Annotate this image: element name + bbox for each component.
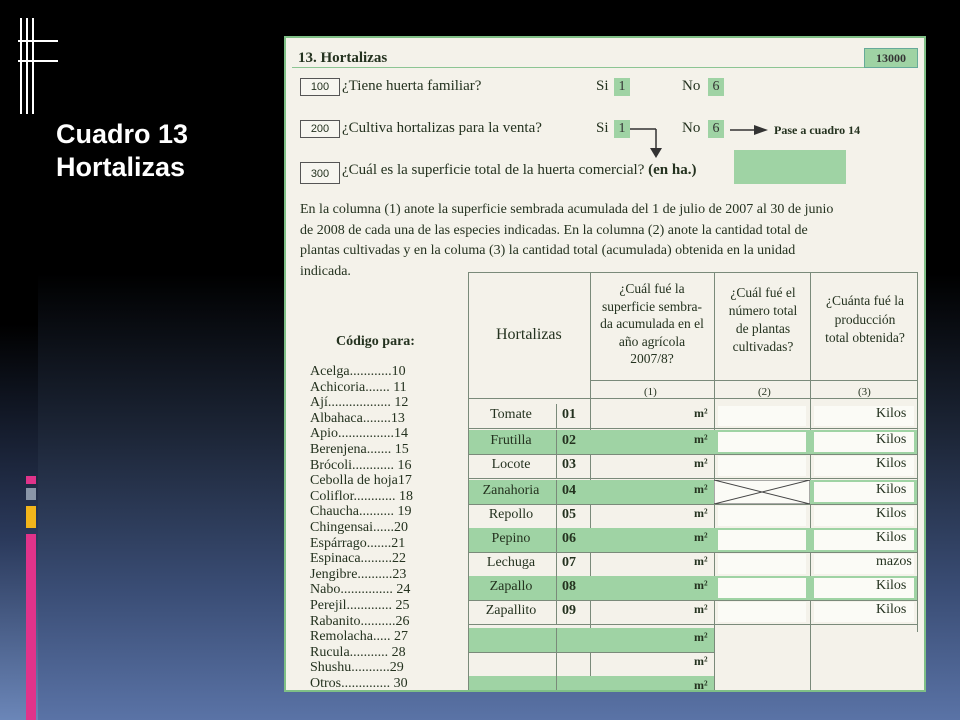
- question-100-no-value[interactable]: 6: [708, 78, 724, 96]
- code-divider: [556, 454, 557, 478]
- code-item: Albahaca........13: [310, 410, 405, 426]
- code-item: Rucula........... 28: [310, 644, 406, 660]
- form-document: [284, 36, 926, 692]
- question-100-text: ¿Tiene huerta familiar?: [342, 78, 482, 94]
- area-unit: m²: [694, 654, 708, 668]
- area-unit: m²: [694, 602, 708, 616]
- question-200-no-label: No: [682, 120, 701, 136]
- column2-input: [718, 530, 806, 550]
- code-item: Chaucha.......... 19: [310, 504, 412, 520]
- crop-name: Repollo: [488, 507, 534, 522]
- code-divider: [556, 652, 557, 676]
- instructions: [300, 200, 920, 282]
- header-col2-question: [716, 284, 810, 356]
- production-unit: Kilos: [876, 530, 907, 545]
- right-arrow-icon: [730, 125, 768, 135]
- table-right-border: [917, 272, 918, 632]
- column2-input: [718, 554, 806, 574]
- row-divider: [468, 624, 918, 625]
- crop-code: 07: [562, 555, 576, 570]
- column2-input: [718, 578, 806, 598]
- code-item: Berenjena....... 15: [310, 441, 409, 457]
- question-100-no-label: No: [682, 78, 701, 94]
- question-300-text-main: ¿Cuál es la superficie total de la huerta comercial?: [342, 162, 645, 178]
- down-arrow-icon: [630, 129, 662, 158]
- crop-name: Zapallo: [489, 579, 533, 594]
- code-divider: [556, 430, 557, 454]
- row-divider: [468, 652, 714, 653]
- slide-title-line1: Cuadro 13: [56, 119, 189, 149]
- code-divider: [556, 676, 557, 692]
- code-item: Espinaca.........22: [310, 551, 407, 567]
- crop-name: Zanahoria: [482, 483, 540, 498]
- code-divider: [556, 404, 557, 428]
- header-col1-number: (1): [644, 386, 657, 398]
- header-line: da acumulada en el: [600, 316, 704, 331]
- table-row-bg: [469, 628, 714, 652]
- table-row-bg: [469, 676, 714, 692]
- code-item: Espárrago.......21: [310, 535, 406, 551]
- code-item: Brócoli............ 16: [310, 457, 412, 473]
- question-300-text-bold: (en ha.): [648, 162, 697, 178]
- row-divider: [468, 478, 918, 479]
- accent-bar-magenta: [26, 476, 36, 484]
- crop-code: 01: [562, 407, 576, 422]
- header-line: producción: [834, 311, 896, 327]
- column2-input: [718, 406, 806, 426]
- crop-code: 09: [562, 603, 576, 618]
- header-line: ¿Cuál fué el: [730, 285, 796, 300]
- production-unit: Kilos: [876, 456, 907, 471]
- code-divider: [556, 504, 557, 528]
- code-divider: [556, 480, 557, 504]
- production-unit: Kilos: [876, 432, 907, 447]
- area-unit: m²: [694, 432, 708, 446]
- header-line: número total: [728, 303, 798, 318]
- code-item: Perejil............. 25: [310, 597, 410, 613]
- area-unit: m²: [694, 506, 708, 520]
- question-200-code: 200: [300, 120, 340, 138]
- crop-code: 02: [562, 433, 576, 448]
- code-item: Remolacha..... 27: [310, 629, 408, 645]
- code-item: Shushu...........29: [310, 660, 404, 676]
- table-top-border: [468, 272, 918, 273]
- crop-code: 06: [562, 531, 576, 546]
- code-item: Jengibre..........23: [310, 566, 407, 582]
- header-line: ¿Cuánta fué la: [826, 293, 904, 308]
- codes-list: [310, 364, 413, 691]
- question-200-si-label: Si: [596, 120, 609, 136]
- area-unit: m²: [694, 456, 708, 470]
- code-divider: [556, 600, 557, 624]
- area-unit: m²: [694, 678, 708, 692]
- header-hortalizas: Hortalizas: [496, 326, 562, 343]
- area-unit: m²: [694, 530, 708, 544]
- accent-bar-gray: [26, 488, 36, 500]
- question-300-text: [342, 162, 696, 179]
- instruction-line-2: de 2008 de cada una de las especies indicadas. En la columna (2) anote la cantidad total de: [300, 222, 808, 238]
- column2-input: [718, 456, 806, 476]
- column2-input: [718, 432, 806, 452]
- accent-bar-yellow: [26, 506, 36, 528]
- question-100-si-label: Si: [596, 78, 609, 94]
- crop-name: Pepino: [491, 531, 531, 546]
- code-item: Otros.............. 30: [310, 675, 408, 691]
- area-unit: m²: [694, 406, 708, 420]
- code-item: Cebolla de hoja17: [310, 473, 412, 489]
- row-divider: [468, 428, 918, 429]
- crop-name: Locote: [491, 457, 531, 472]
- code-item: Ají.................. 12: [310, 395, 409, 411]
- crop-name: Frutilla: [490, 433, 532, 448]
- row-divider: [468, 504, 918, 505]
- slide-title-line2: Hortalizas: [56, 152, 186, 182]
- area-unit: m²: [694, 630, 708, 644]
- code-divider: [556, 528, 557, 552]
- area-unit: m²: [694, 578, 708, 592]
- header-line: 2007/8?: [630, 351, 674, 366]
- area-unit: m²: [694, 554, 708, 568]
- row-divider: [468, 600, 918, 601]
- crops-table: [468, 272, 918, 692]
- header-col2-number: (2): [758, 386, 771, 398]
- skip-instruction: Pase a cuadro 14: [774, 123, 861, 137]
- header-line: de plantas: [735, 321, 791, 336]
- code-item: Chingensai......20: [310, 519, 408, 535]
- header-line: superficie sembra-: [601, 298, 703, 314]
- crop-code: 03: [562, 457, 576, 472]
- question-100-si-value[interactable]: 1: [614, 78, 630, 96]
- production-unit: Kilos: [876, 602, 907, 617]
- production-unit: mazos: [876, 554, 912, 569]
- code-item: Nabo............... 24: [310, 582, 411, 598]
- crop-code: 08: [562, 579, 576, 594]
- column2-input: [718, 506, 806, 526]
- code-item: Coliflor............ 18: [310, 488, 414, 504]
- code-item: Apio................14: [310, 426, 408, 442]
- crop-code: 04: [562, 483, 576, 498]
- question-300-code: 300: [300, 162, 340, 184]
- crossed-out-cell: [714, 480, 810, 504]
- row-divider: [468, 552, 918, 553]
- question-300-answer-box[interactable]: [734, 150, 846, 184]
- question-200-si-value[interactable]: 1: [614, 120, 630, 138]
- code-divider: [556, 576, 557, 600]
- header-line: año agrícola: [618, 333, 686, 349]
- question-200-text: ¿Cultiva hortalizas para la venta?: [342, 120, 542, 136]
- code-item: Rabanito..........26: [310, 613, 410, 629]
- production-unit: Kilos: [876, 406, 907, 421]
- header-line: cultivadas?: [732, 339, 794, 354]
- crop-name: Lechuga: [486, 555, 536, 570]
- instruction-line-1: En la columna (1) anote la superficie sembrada acumulada del 1 de julio de 2007 al 30 de junio: [300, 202, 834, 217]
- code-divider: [556, 628, 557, 652]
- section-title: 13. Hortalizas: [298, 50, 388, 66]
- row-divider: [468, 454, 918, 455]
- production-unit: Kilos: [876, 482, 907, 497]
- section-code: 13000: [876, 51, 906, 65]
- header-col3-question: [812, 292, 918, 348]
- instruction-line-3: plantas cultivadas y en la columa (3) la cantidad total (acumulada) obtenida en la unidad: [300, 243, 796, 258]
- header-line: ¿Cuál fué la: [619, 281, 685, 296]
- header-bottom: [468, 398, 918, 399]
- crop-name: Tomate: [490, 407, 532, 422]
- production-unit: Kilos: [876, 578, 907, 593]
- header-col3-number: (3): [858, 386, 871, 398]
- slide-title: [56, 118, 188, 184]
- section-code-box: [864, 48, 918, 68]
- codes-title: Código para:: [336, 334, 415, 349]
- crop-code: 05: [562, 507, 576, 522]
- header-divider: [590, 380, 918, 381]
- header-col1-question: [590, 280, 714, 368]
- production-unit: Kilos: [876, 506, 907, 521]
- header-line: total obtenida?: [825, 330, 905, 345]
- instruction-line-4: indicada.: [300, 263, 351, 279]
- code-item: Acelga............10: [310, 364, 406, 379]
- question-100-code: 100: [300, 78, 340, 96]
- column2-input: [718, 602, 806, 622]
- area-unit: m²: [694, 482, 708, 496]
- question-200-no-value[interactable]: 6: [708, 120, 724, 138]
- accent-bar-magenta-long: [26, 534, 36, 720]
- code-divider: [556, 552, 557, 576]
- code-item: Achicoria....... 11: [310, 379, 407, 395]
- crop-name: Zapallito: [485, 603, 537, 618]
